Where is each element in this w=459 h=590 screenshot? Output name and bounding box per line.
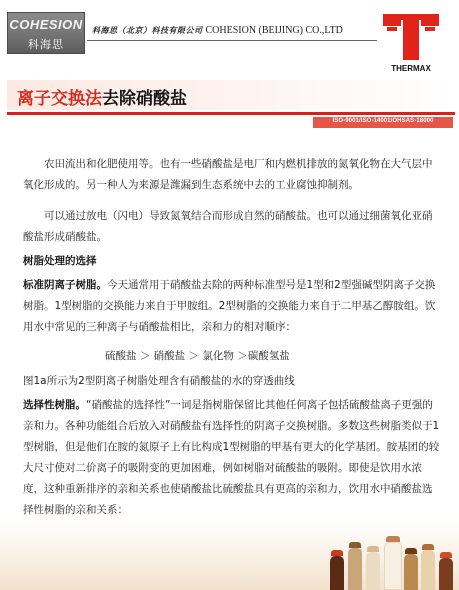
standard-resin-text: 今天通常用于硝酸盐去除的两种标准型号是1型和2型强碱型阴离子交换树脂。1型树脂的交换能力来自于甲胺组。2型树脂的交换能力来自于二甲基乙醇胺组。饮用水中常见的三种离子与硝酸盐相比，亲和力的相对顺序： <box>23 279 436 333</box>
selective-resin-label: 选择性树脂。 <box>23 399 86 411</box>
affinity-order: 硫酸盐 ＞ 硝酸盐 ＞ 氯化物 ＞碳酸氢盐 <box>105 350 290 362</box>
bottle-image <box>421 550 435 590</box>
bottle-cap <box>386 536 400 542</box>
bottle-cap <box>349 542 361 548</box>
page-title <box>17 84 187 109</box>
standard-resin-label: 标准阴离子树脂。 <box>23 279 107 291</box>
title-underline <box>7 112 455 115</box>
bottle-image <box>348 548 362 590</box>
thermax-logo-icon <box>381 12 441 62</box>
bottle-cap <box>405 548 417 554</box>
header-divider <box>87 40 377 41</box>
bottles-photo <box>0 520 459 590</box>
bottle-image <box>439 558 453 590</box>
cohesion-logo-en: COHESION <box>9 17 83 32</box>
heading-resin-choice-text: 树脂处理的选择 <box>23 255 97 267</box>
company-name-cn: 科海思（北京）科技有限公司 <box>92 26 203 35</box>
paragraph-natural: 可以通过放电（闪电）导致氮氧结合而形成自然的硝酸盐。也可以通过细菌氧化亚硝酸盐形成硝酸盐。 <box>23 210 433 243</box>
paragraph-standard-resin <box>23 275 441 338</box>
bottle-cap <box>422 544 434 550</box>
paragraph-figure-ref: 图1a所示为2型阴离子树脂处理含有硝酸盐的水的穿透曲线 <box>23 375 295 387</box>
company-name-en: COHESION (BEIJING) CO.,LTD <box>205 25 343 36</box>
bottle-image <box>366 552 380 590</box>
selective-resin-text: “硝酸盐的选择性”一词是指树脂保留比其他任何离子包括硫酸盐离子更强的亲和力。各种功能组合后放入对硝酸盐有选择性的阴离子交换树脂。多数这些树脂类似于1型树脂，但是他们在胺的氮原子上有比构成1型树脂的甲基有更大的化学基团。胺基团的较大尺寸使对二价离子的吸附变的更加困难，例如树脂对硫酸盐的吸附。即使是饮用水浓度，这种重新排序的亲和关系也使硝酸盐比硫酸盐具有更高的亲和力，饮用水中硝酸盐选择性树脂的亲和关系： <box>23 399 440 516</box>
bottle-cap <box>331 550 343 556</box>
paragraph-selective-resin <box>23 395 441 521</box>
bottle-cap <box>367 546 379 552</box>
thermax-logo-text: THERMAX <box>391 64 431 73</box>
bottle-image <box>404 554 418 590</box>
cohesion-logo <box>7 12 85 54</box>
company-name <box>92 25 343 36</box>
bottle-image <box>330 556 344 590</box>
cohesion-logo-cn: 科海思 <box>28 38 64 51</box>
heading-resin-choice <box>23 251 441 272</box>
certification-text: ISO-9001/ISO-14001/OHSAS-18000 <box>332 118 434 124</box>
paragraph-sources: 农田流出和化肥使用等。也有一些硝酸盐是电厂和内燃机排放的氮氧化物在大气层中氧化形成的。另一种人为来源是潍漏到生态系统中去的工业腐蚀抑制剂。 <box>23 158 433 191</box>
title-rest: 去除硝酸盐 <box>102 89 187 109</box>
title-highlight: 离子交换法 <box>17 89 102 109</box>
bottle-cap <box>440 552 452 558</box>
bottle-image <box>384 542 402 590</box>
